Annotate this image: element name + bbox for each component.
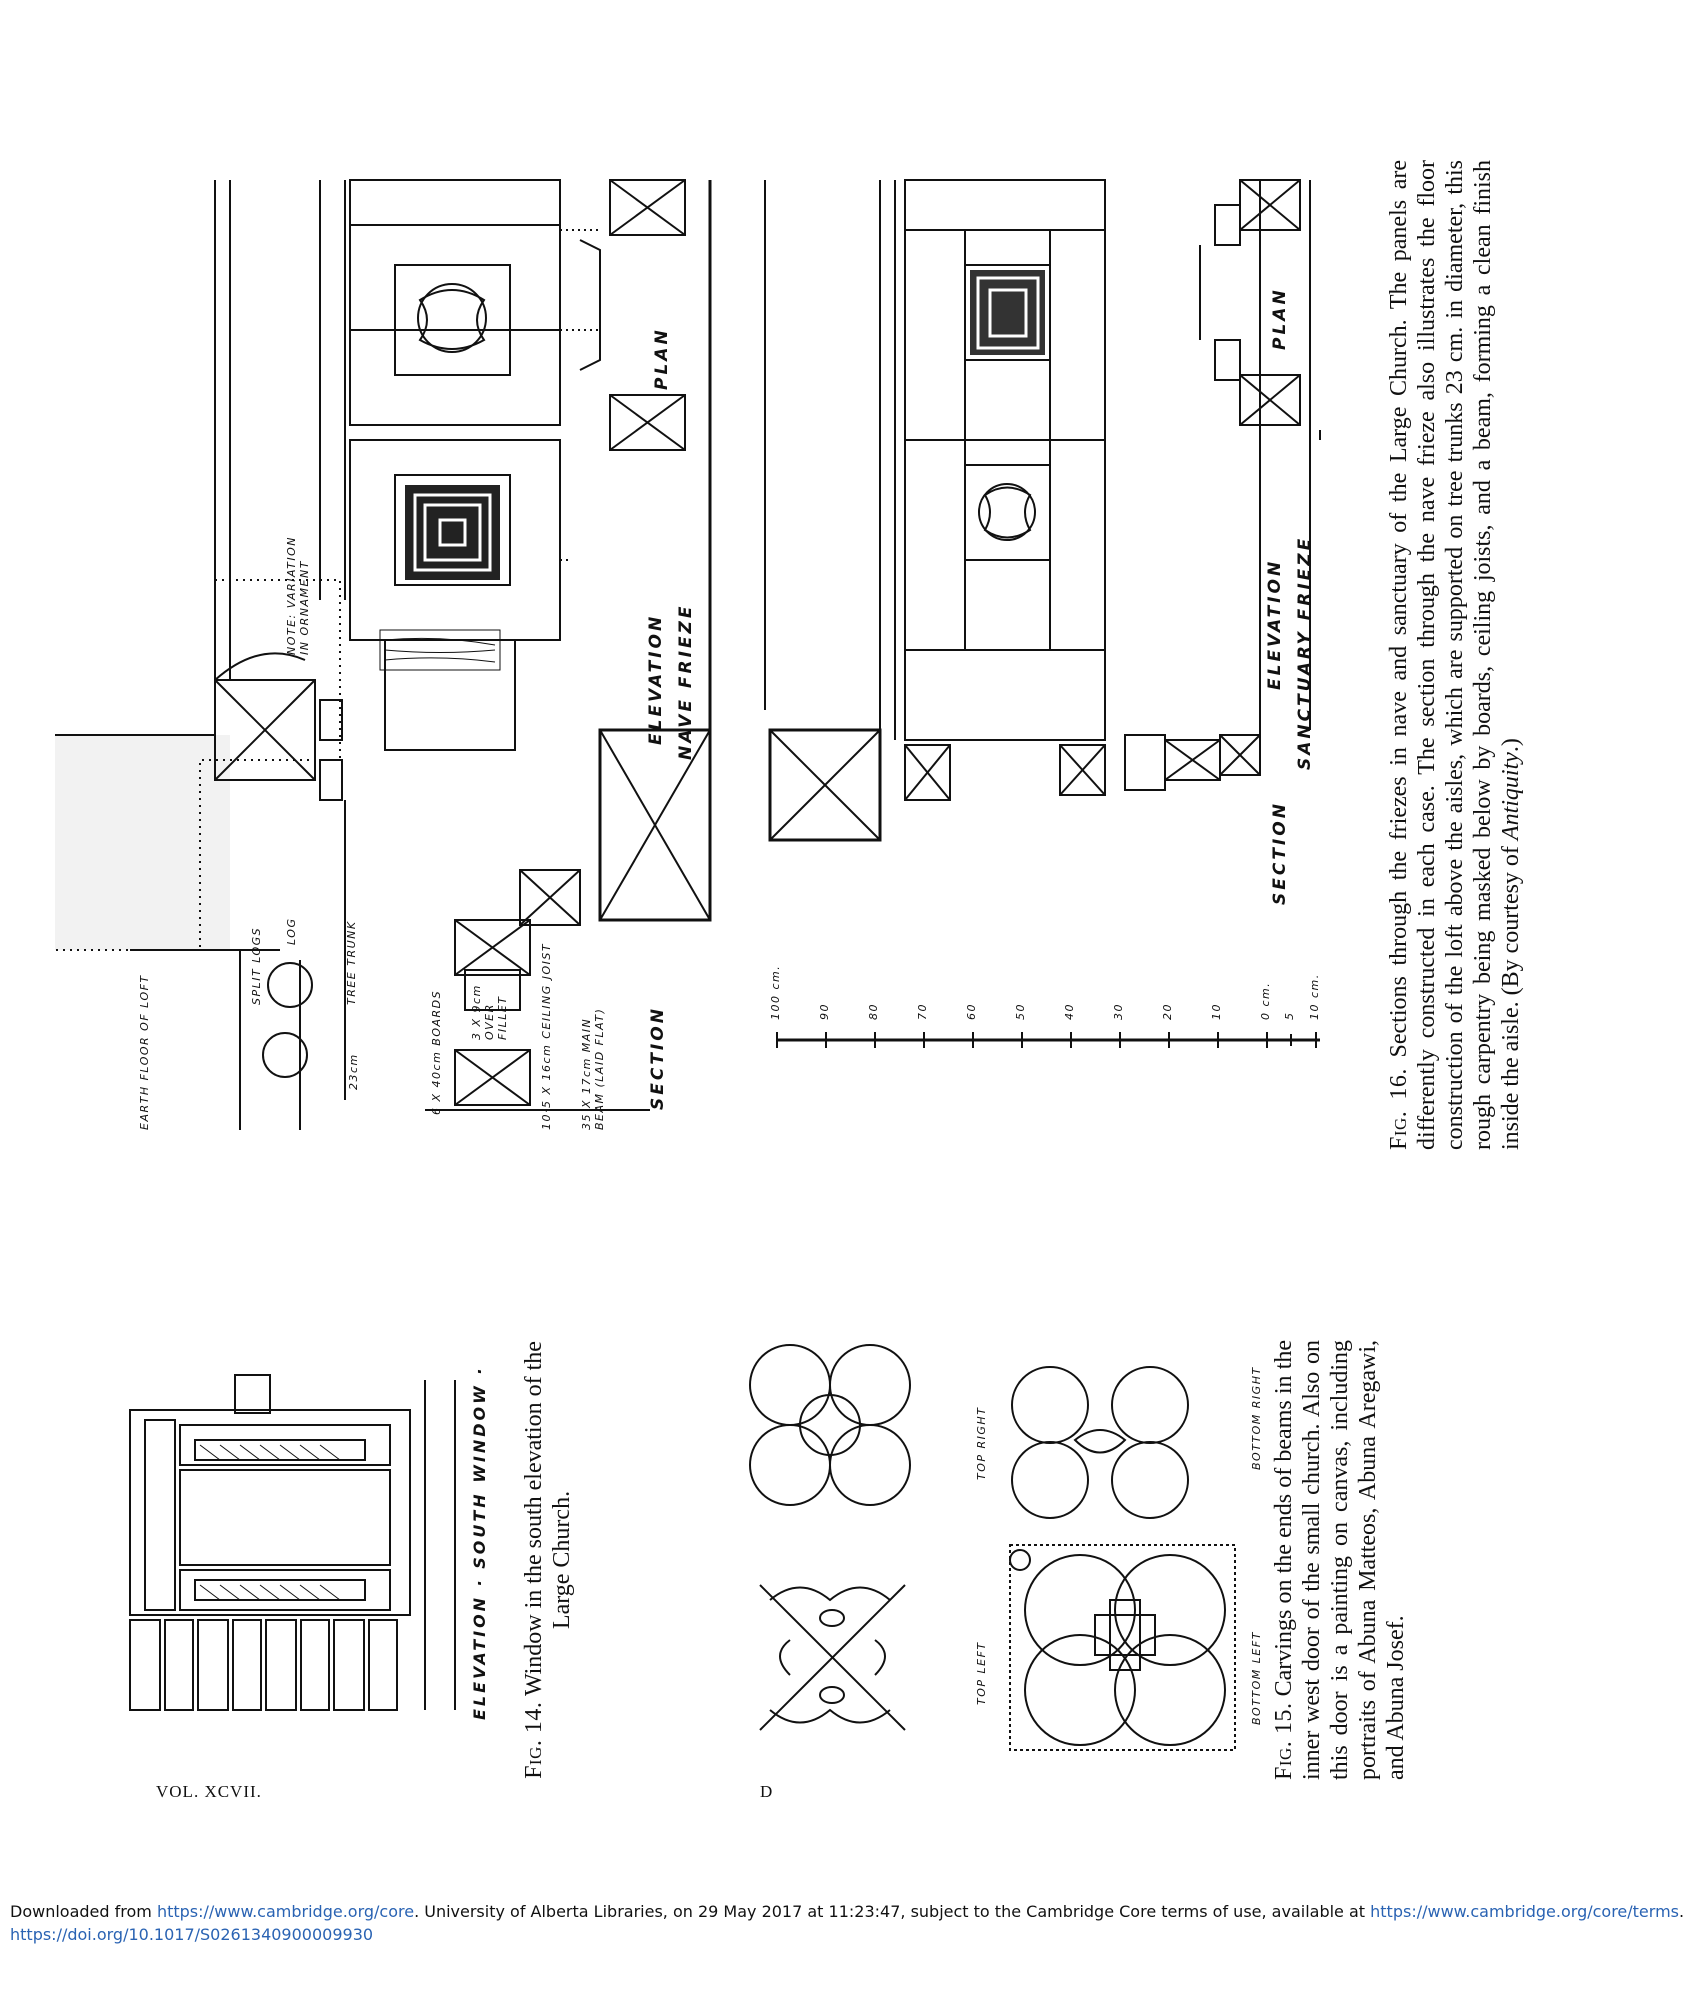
footer-core-link[interactable]: https://www.cambridge.org/core xyxy=(156,1902,415,1921)
scale-label: 0 cm. xyxy=(1259,981,1272,1020)
footer-middle: . University of Alberta Libraries, on 29 May 2017 at 11:23:47, subject to the Cambridge Core terms of use, available at xyxy=(414,1902,1371,1921)
log-label: LOG xyxy=(285,917,298,945)
fig16-caption-label: Fig. 16. xyxy=(1386,1068,1412,1150)
split-logs-label: SPLIT LOGS xyxy=(250,926,263,1005)
ceiling-joist-label: 10·5 X 16cm CEILING JOIST xyxy=(540,942,553,1130)
ornament-note: NOTE: VARIATION IN ORNAMENT xyxy=(285,535,311,655)
footer-suffix: . xyxy=(1679,1902,1684,1921)
label-bottom-right: BOTTOM RIGHT xyxy=(1250,1366,1263,1470)
fig15-caption xyxy=(1270,1340,1410,1780)
south-window-drawing xyxy=(130,1375,455,1710)
tree-trunk-label: TREE TRUNK xyxy=(345,920,358,1005)
scale-label: 80 xyxy=(867,1003,880,1020)
label-bottom-left: BOTTOM LEFT xyxy=(1250,1631,1263,1725)
sanctuary-frieze-title: SANCTUARY FRIEZE xyxy=(1295,535,1315,770)
label-top-left: TOP LEFT xyxy=(975,1641,988,1705)
scale-label: 50 xyxy=(1014,1003,1027,1020)
main-beam-label: 35 X 17cm MAIN BEAM (LAID FLAT) xyxy=(580,1007,606,1130)
scale-label: 10 cm. xyxy=(1308,973,1321,1020)
fillet-label: 3 X 9cm OVER FILLET xyxy=(470,984,509,1040)
sanctuary-section-label: SECTION xyxy=(1270,801,1290,905)
fig16-caption xyxy=(1385,160,1525,1150)
sanctuary-plan-label: PLAN xyxy=(1270,287,1290,350)
label-top-right: TOP RIGHT xyxy=(975,1406,988,1480)
nave-frieze-drawing xyxy=(55,180,710,1130)
download-footer xyxy=(10,1902,1684,1921)
scale-label: 40 xyxy=(1063,1003,1076,1020)
nave-section-label: SECTION xyxy=(648,1006,668,1110)
fig14-caption-text: Window in the south elevation of the Large Church. xyxy=(521,1341,575,1697)
earth-floor-label: EARTH FLOOR OF LOFT xyxy=(138,974,151,1130)
fig16-caption-end: .) xyxy=(1498,738,1524,753)
scale-label: 10 xyxy=(1210,1003,1223,1020)
doi-link[interactable]: https://doi.org/10.1017/S0261340900009930 xyxy=(10,1925,374,1944)
signature-mark: D xyxy=(760,1782,774,1801)
scale-label: 60 xyxy=(965,1003,978,1020)
fig14-caption xyxy=(520,1340,576,1780)
doi-footer xyxy=(10,1925,373,1944)
footer-prefix: Downloaded from xyxy=(10,1902,157,1921)
nave-plan-label: PLAN xyxy=(652,327,672,390)
sanctuary-elevation-label: ELEVATION xyxy=(1265,558,1285,690)
fig16-caption-text: Sections through the friezes in nave and sanctuary of the Large Church. The panels are differently constructed in each case. The section through the nave frieze also illustrates the floor construction of the loft above the aisles, which are supported on tree trunks 23 cm. in diameter, this rough carpentry being masked below by boards, ceiling joists, and a beam, forming a clean finish inside the aisle. (By courtesy of xyxy=(1386,160,1524,1150)
south-window-label: ELEVATION · SOUTH WINDOW · xyxy=(470,1365,489,1720)
fig15-caption-label: Fig. 15. xyxy=(1271,1702,1297,1780)
fig14-caption-label: Fig. 14. xyxy=(521,1701,547,1779)
scale-label: 5 xyxy=(1283,1011,1296,1020)
boards-label: 6 X 40cm BOARDS xyxy=(430,989,443,1115)
scale-label: 100 cm. xyxy=(769,964,782,1020)
carvings-drawing xyxy=(750,1345,1235,1750)
nave-frieze-title: NAVE FRIEZE xyxy=(676,603,696,760)
scale-label: 20 xyxy=(1161,1003,1174,1020)
nave-elevation-label: ELEVATION xyxy=(646,613,666,745)
fig15-caption-text: Carvings on the ends of beams in the inner west door of the small church. Also on this door is a painting on canvas, including portraits of Abuna Matteos, Abuna Aregawi, and Abuna Josef. xyxy=(1271,1339,1409,1780)
scale-label: 90 xyxy=(818,1003,831,1020)
fig16-caption-italic: Antiquity xyxy=(1498,752,1524,841)
sanctuary-frieze-drawing xyxy=(765,180,1320,1048)
scale-label: 30 xyxy=(1112,1003,1125,1020)
scale-label: 70 xyxy=(916,1003,929,1020)
trunk-size-label: 23cm xyxy=(347,1053,360,1090)
volume-mark: VOL. XCVII. xyxy=(156,1782,262,1801)
footer-terms-link[interactable]: https://www.cambridge.org/core/terms xyxy=(1370,1902,1679,1921)
